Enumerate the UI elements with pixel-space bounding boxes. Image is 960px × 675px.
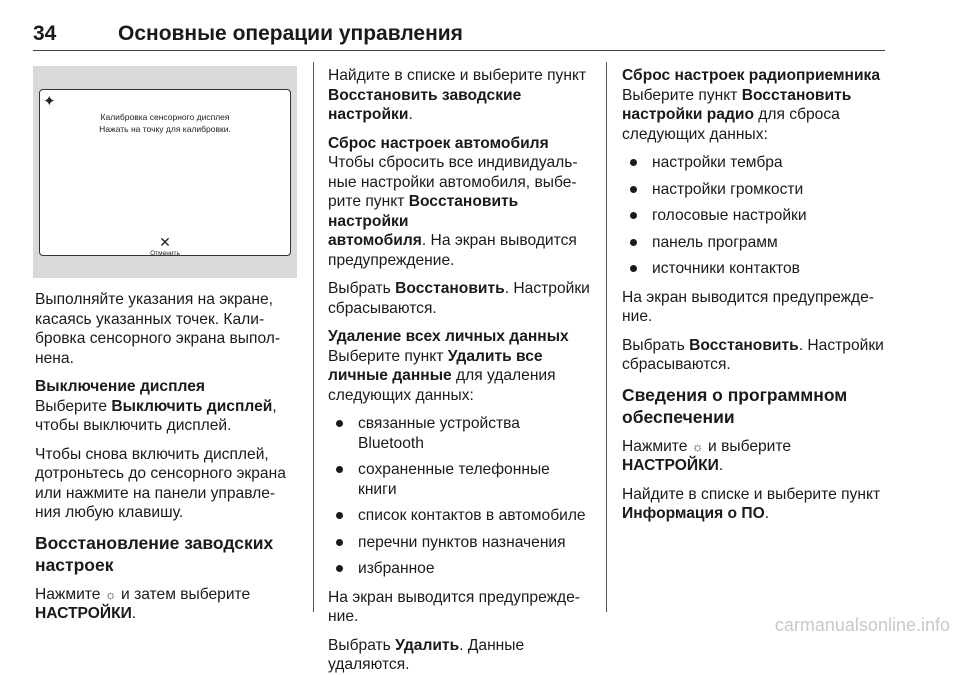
text: Нажмите	[35, 585, 105, 603]
menu-item-ref: НАСТРОЙКИ	[622, 457, 719, 474]
text-line: или нажмите на панели управле-	[35, 484, 276, 502]
text-line: На экран выводится предупрежде-	[328, 588, 580, 606]
text: Выбрать	[328, 280, 396, 297]
text: Выберите пункт	[328, 347, 448, 365]
bullet-list	[622, 153, 892, 279]
text-line: перечни пунктов назначения	[358, 533, 566, 551]
text-line: Чтобы снова включить дисплей,	[35, 445, 269, 463]
list-item	[328, 533, 600, 553]
menu-item-ref: автомобиля	[328, 232, 422, 249]
column-divider	[313, 62, 314, 612]
paragraph	[328, 153, 600, 270]
text: .	[131, 605, 137, 622]
text: рите пункт	[328, 193, 409, 210]
text-line: дотроньтесь до сенсорного экрана	[35, 465, 286, 482]
text-line: нена.	[35, 349, 74, 367]
text: . Настройки	[504, 280, 590, 297]
paragraph	[328, 588, 600, 627]
settings-icon: ☼	[104, 586, 117, 602]
page-number: 34	[33, 22, 57, 45]
heading-radio-reset: Сброс настроек радиоприемника	[622, 67, 881, 84]
text: Выберите	[35, 397, 112, 415]
text-line: следующих данных:	[328, 386, 474, 404]
list-item: панель программ	[622, 233, 892, 253]
column-3	[622, 66, 892, 524]
text-line: удаляются.	[328, 656, 410, 673]
text-line: ния любую клавишу.	[35, 504, 184, 521]
text: и затем выберите	[116, 585, 251, 603]
list-item	[328, 460, 600, 499]
paragraph	[328, 347, 600, 406]
text-line: Чтобы сбросить все индивидуаль-	[328, 154, 578, 171]
paragraph	[622, 437, 892, 476]
menu-item-ref: личные данные	[328, 367, 452, 384]
heading-line: Сведения о программном	[622, 384, 848, 405]
text-line: Выполняйте указания на экране,	[35, 291, 273, 308]
paragraph	[328, 636, 600, 675]
screen-text-calibration: Калибровка сенсорного дисплея	[100, 112, 230, 122]
column-2	[328, 66, 600, 675]
text-line: предупреждение.	[328, 251, 455, 269]
screen-cancel-label: Отменить	[150, 250, 180, 257]
heading-software-info	[622, 384, 892, 428]
screen-text-instruction: Нажать на точку для калибровки.	[99, 124, 231, 134]
close-icon: ✕	[159, 234, 171, 250]
text-line: касаясь указанных точек. Кали-	[35, 310, 265, 328]
text: . Настройки	[798, 336, 884, 354]
text-line: сбрасываются.	[328, 299, 437, 317]
heading-line: настроек	[35, 554, 114, 575]
paragraph	[35, 445, 305, 523]
bullet-list	[328, 414, 600, 579]
paragraph	[622, 336, 892, 375]
text: Выберите пункт	[622, 86, 742, 104]
text-line: следующих данных:	[622, 125, 768, 143]
menu-item-ref: Удалить все	[447, 347, 543, 365]
crosshair-icon: ✦	[43, 93, 56, 110]
text-line: ные настройки автомобиля, выбе-	[328, 173, 577, 191]
text: для сброса	[753, 106, 840, 123]
text: .	[764, 505, 770, 522]
menu-item-ref: Удалить	[395, 636, 460, 654]
list-item	[328, 414, 600, 453]
menu-item-ref: Информация о ПО	[622, 505, 765, 522]
heading-line: обеспечении	[622, 406, 735, 427]
menu-item-ref: Восстановить настройки	[328, 193, 519, 230]
text-line: Найдите в списке и выберите пункт	[622, 485, 881, 503]
text-line: список контактов в автомобиле	[358, 507, 586, 524]
text-line: книги	[358, 480, 397, 498]
text: для удаления	[451, 367, 556, 384]
text: Выбрать	[328, 636, 396, 654]
list-item: источники контактов	[622, 259, 892, 279]
column-divider	[606, 62, 607, 612]
text-line: Найдите в списке и выберите пункт	[328, 67, 587, 84]
calibration-screen-illustration	[33, 66, 297, 278]
text: Выбрать	[622, 336, 690, 354]
text-line: избранное	[358, 560, 435, 577]
text-line: ние.	[328, 608, 359, 625]
paragraph	[328, 279, 600, 318]
menu-item-ref: настройки радио	[622, 106, 754, 123]
heading-line: Восстановление заводских	[35, 532, 274, 553]
menu-item-ref: Выключить дисплей	[111, 397, 273, 415]
list-item	[328, 506, 600, 526]
text-line: сохраненные телефонные	[358, 461, 550, 478]
paragraph	[35, 585, 305, 624]
screen-display	[39, 89, 291, 256]
text-line: связанные устройства	[358, 415, 520, 432]
text: Нажмите	[622, 437, 692, 455]
paragraph	[328, 66, 600, 125]
list-item: настройки тембра	[622, 153, 892, 173]
paragraph	[622, 485, 892, 524]
menu-item-ref: Восстановить заводские	[328, 86, 522, 104]
page-header	[33, 14, 885, 51]
settings-icon: ☼	[691, 438, 704, 454]
text: . На экран выводится	[421, 232, 577, 249]
heading-display-off: Выключение дисплея	[35, 378, 205, 395]
list-item: голосовые настройки	[622, 206, 892, 226]
menu-item-ref: Восстановить	[395, 280, 505, 297]
column-1	[35, 290, 305, 624]
text: и выберите	[703, 437, 792, 455]
paragraph	[622, 86, 892, 145]
page-title: Основные операции управления	[118, 22, 463, 45]
menu-item-ref: НАСТРОЙКИ	[35, 605, 132, 622]
menu-item-ref: Восстановить	[689, 336, 799, 354]
text: . Данные	[459, 636, 525, 654]
paragraph	[35, 290, 305, 368]
paragraph	[35, 397, 305, 436]
text-line: бровка сенсорного экрана выпол-	[35, 330, 281, 347]
text: ,	[272, 397, 277, 415]
watermark: carmanualsonline.info	[774, 615, 950, 635]
heading-vehicle-reset: Сброс настроек автомобиля	[328, 134, 549, 152]
list-item	[328, 559, 600, 579]
text-line: чтобы выключить дисплей.	[35, 417, 232, 434]
heading-delete-data: Удаление всех личных данных	[328, 328, 569, 345]
text: .	[408, 106, 413, 123]
menu-item-ref: Восстановить	[741, 86, 852, 104]
heading-factory-reset	[35, 532, 305, 576]
text-line: Bluetooth	[358, 434, 424, 452]
list-item: настройки громкости	[622, 180, 892, 200]
menu-item-ref: настройки	[328, 106, 409, 123]
text-line: сбрасываются.	[622, 356, 731, 373]
text: .	[718, 457, 724, 474]
text-line: ние.	[622, 308, 653, 325]
paragraph	[622, 288, 892, 327]
text-line: На экран выводится предупрежде-	[622, 288, 874, 306]
